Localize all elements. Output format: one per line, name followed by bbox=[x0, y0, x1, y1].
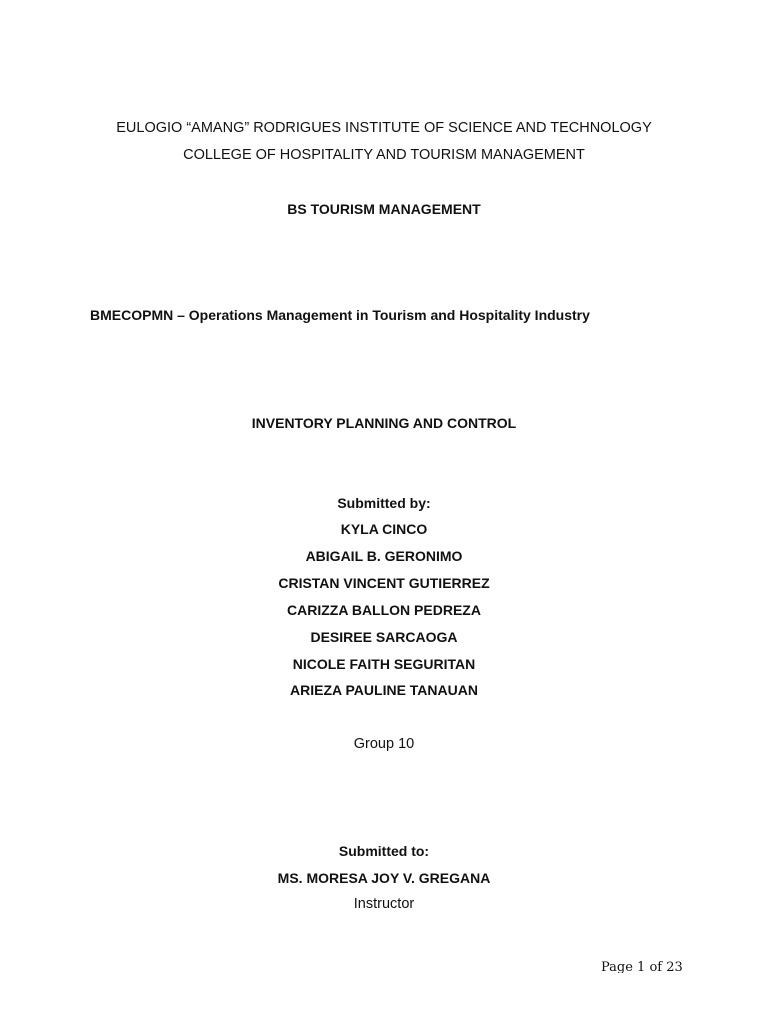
member-name: CRISTAN VINCENT GUTIERREZ bbox=[278, 575, 490, 591]
member-name: CARIZZA BALLON PEDREZA bbox=[287, 602, 481, 618]
member-name: KYLA CINCO bbox=[340, 521, 428, 537]
program-name: BS TOURISM MANAGEMENT bbox=[287, 201, 481, 217]
submitted-by-label: Submitted by: bbox=[337, 495, 431, 511]
member-name: ARIEZA PAULINE TANAUAN bbox=[290, 682, 478, 698]
instructor-role: Instructor bbox=[353, 896, 415, 912]
institute-name: EULOGIO “AMANG” RODRIGUES INSTITUTE OF SCIENCE AND TECHNOLOGY bbox=[116, 120, 652, 136]
course-title: BMECOPMN – Operations Management in Tourism and Hospitality Industry bbox=[90, 307, 590, 323]
member-name: NICOLE FAITH SEGURITAN bbox=[292, 656, 476, 672]
college-name: COLLEGE OF HOSPITALITY AND TOURISM MANAGEMENT bbox=[183, 147, 585, 163]
document-title: INVENTORY PLANNING AND CONTROL bbox=[251, 415, 517, 431]
page-number: Page 1 of 23 bbox=[601, 960, 683, 973]
member-name: ABIGAIL B. GERONIMO bbox=[305, 548, 463, 564]
group-number: Group 10 bbox=[353, 736, 415, 752]
submitted-to-label: Submitted to: bbox=[338, 843, 430, 859]
instructor-name: MS. MORESA JOY V. GREGANA bbox=[277, 870, 491, 886]
member-name: DESIREE SARCAOGA bbox=[310, 629, 458, 645]
